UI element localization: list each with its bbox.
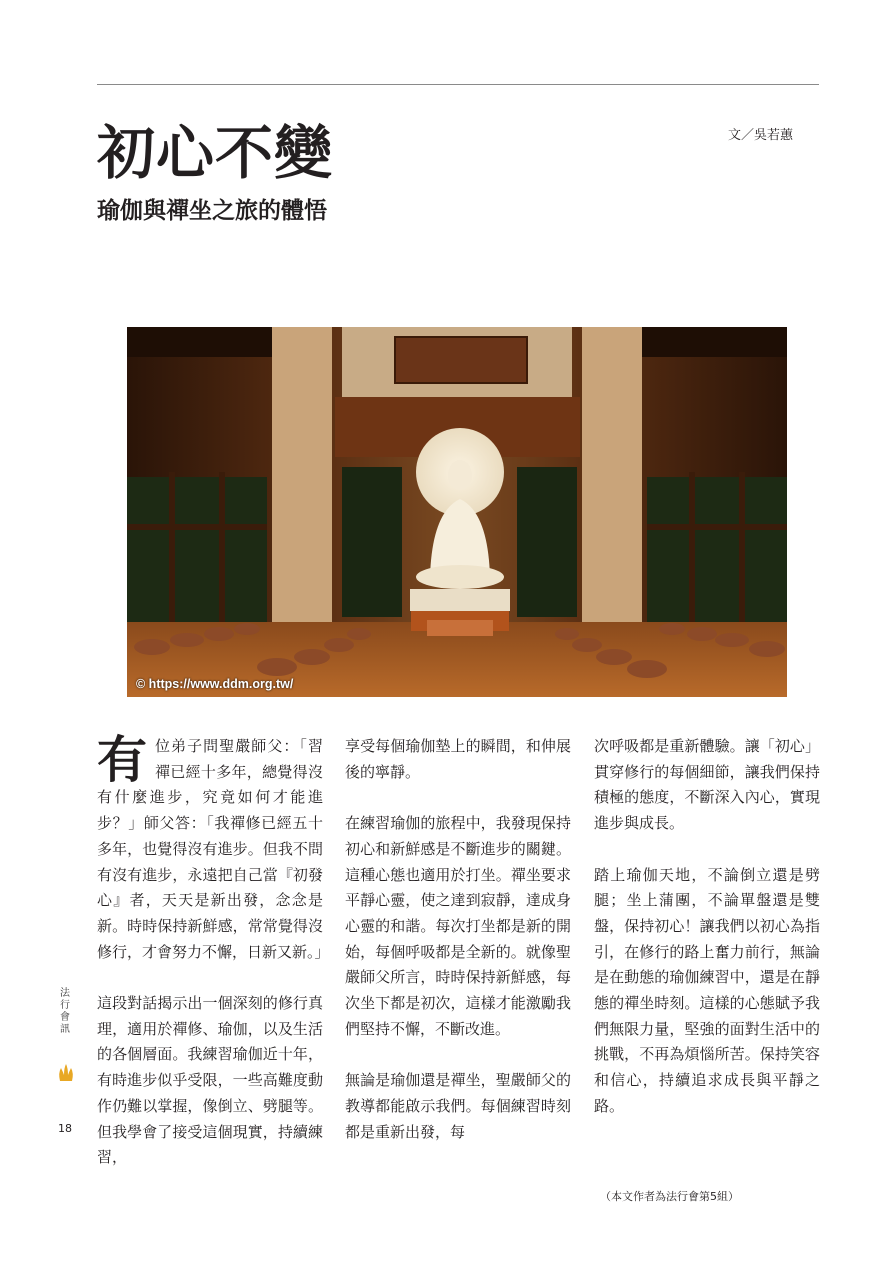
top-rule — [97, 84, 819, 85]
article-paragraph: 有位弟子問聖嚴師父：「習禪已經十多年，總覺得沒有什麼進步，究竟如何才能進步？」師父答：「我禪修已經五十多年，也覺得沒有進步。但我不問有沒有進步，永遠把自己當『初發心』者，天天是新出發，念念是新。時時保持新鮮感，常常覺得沒修行，才會努力不懈，日新又新。」 — [97, 731, 330, 961]
article-paragraph: 這段對話揭示出一個深刻的修行真理，適用於禪修、瑜伽，以及生活的各個層面。我練習瑜伽近十年，有時進步似乎受限，一些高難度動作仍難以掌握，像倒立、劈腿等。但我學會了接受這個現實，持續練習， — [97, 994, 323, 1167]
article-subtitle: 瑜伽與禪坐之旅的體悟 — [97, 197, 327, 224]
article-column-3 — [594, 734, 820, 1120]
drop-cap: 有 — [97, 731, 147, 789]
article-paragraph: 無論是瑜伽還是禪坐，聖嚴師父的教導都能啟示我們。每個練習時刻都是重新出發，每 — [345, 1071, 571, 1141]
page-number: 18 — [58, 1122, 72, 1135]
article-paragraph: 享受每個瑜伽墊上的瞬間，和伸展後的寧靜。 — [345, 737, 571, 781]
meditation-hall-photo — [127, 327, 787, 697]
photo-credit: © https://www.ddm.org.tw/ — [136, 677, 294, 691]
author-byline: 文／吳若蕙 — [728, 128, 794, 143]
article-paragraph: 踏上瑜伽天地，不論倒立還是劈腿；坐上蒲團，不論單盤還是雙盤，保持初心！讓我們以初心為指引，在修行的路上奮力前行，無論是在動態的瑜伽練習中，還是在靜態的禪坐時刻。這樣的心態賦予我們無限力量，堅強的面對生活中的挑戰，不再為煩惱所苦。保持笑容和信心，持續追求成長與平靜之路。 — [594, 865, 820, 1115]
article-paragraph: 在練習瑜伽的旅程中，我發現保持初心和新鮮感是不斷進步的關鍵。這種心態也適用於打坐。禪坐要求平靜心靈，使之達到寂靜，達成身心靈的和諧。每次打坐都是新的開始，每個呼吸都是全新的。就像聖嚴師父所言，時時保持新鮮感，每次坐下都是初次，這樣才能激勵我們堅持不懈，不斷改進。 — [345, 814, 571, 1038]
author-note: （本文作者為法行會第5組） — [600, 1190, 739, 1203]
article-column-2 — [345, 734, 571, 1145]
magazine-name: 法行會訊 — [60, 988, 70, 1035]
lotus-hand-icon — [57, 1063, 75, 1083]
article-title: 初心不變 — [97, 119, 334, 187]
article-column-1 — [97, 731, 330, 1171]
article-paragraph: 次呼吸都是重新體驗。讓「初心」貫穿修行的每個細節，讓我們保持積極的態度，不斷深入內心，實現進步與成長。 — [594, 737, 820, 833]
